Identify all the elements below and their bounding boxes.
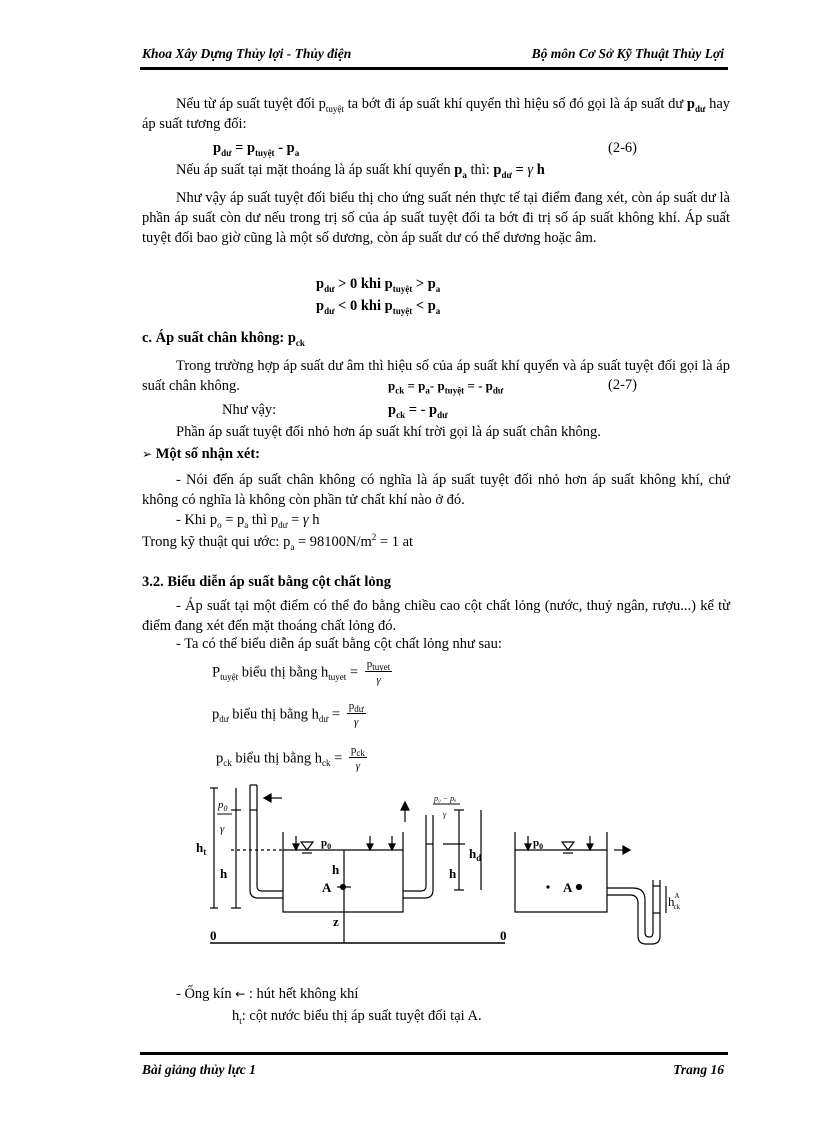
equation-number-2-7: (2-7) <box>608 377 637 393</box>
paragraph-free-surface: Nếu áp suất tại mặt thoáng là áp suất khí quyển $p_a$ thì: $p_{dư} = \gamma$ h <box>176 162 545 180</box>
label-a-right: A <box>563 880 573 895</box>
paragraph-liquid-column: - Áp suất tại một điểm có thể đo bằng chiều cao cột chất lỏng (nước, thuỷ ngân, rượu...) kể từ điểm đang xét đến mặt thoáng chất lỏng đó. <box>142 598 730 634</box>
fraction-vacuum: $\frac{p_{ck}}{\gamma}$ <box>350 744 365 772</box>
left-tank-outline <box>283 832 403 912</box>
label-hd: $h_d$ <box>469 846 482 863</box>
equation-vacuum-negative-gauge: $p_{ck}$ = - $p_{dư}$ <box>388 402 448 420</box>
note-ht: $h_t$: cột nước biểu thị áp suất tuyệt đối tại A. <box>232 1008 482 1026</box>
equation-2-6: $p_{dư} = p_{tuyệt} - p_a$ <box>213 140 300 158</box>
label-h-right: h <box>449 866 457 881</box>
note-closed-tube: - Ống kín ← : hút hết không khí <box>176 986 359 1002</box>
header-rule <box>140 67 728 70</box>
label-h-left: h <box>220 866 228 881</box>
label-hck: $h^A$ ck <box>668 892 681 911</box>
paragraph-thus: Như vậy: <box>222 402 277 418</box>
open-tube <box>403 815 433 898</box>
footer-page-number: Trang 16 <box>673 1062 724 1077</box>
label-p0-left-tank: $p_0$ <box>321 837 332 851</box>
inequality-positive: $p_{dư} > 0$ khi $p_{tuyệt} > p_a$ <box>316 276 441 294</box>
label-p0-over-gamma-num: $p_0$ <box>218 799 228 813</box>
vacuum-manometer <box>607 880 660 944</box>
free-surface-icon <box>562 842 574 850</box>
label-z: z <box>333 914 339 929</box>
label-p0-over-gamma-den: γ <box>220 823 225 835</box>
free-surface-icon <box>301 842 313 850</box>
paragraph-relative-pressure: Nếu từ áp suất tuyệt đối $p_{tuyệt}$ ta bớt đi áp suất khí quyển thì hiệu số đó gọi là áp suất dư $p_{dư}$ hay áp suất tương đối: <box>142 96 731 132</box>
footer-left: Bài giảng thủy lực 1 <box>142 1062 256 1077</box>
representation-gauge: $p_{dư}$ biểu thị bằng $h_{dư}$ = $\frac{p_{dư}}{\gamma}$ <box>212 700 364 728</box>
paragraph-represent-intro: - Ta có thể biểu diễn áp suất bằng cột chất lỏng như sau: <box>176 636 502 652</box>
point-a-marker <box>341 885 346 890</box>
equation-2-7: $p_{ck} = p_a-$ $p_{tuyệt}$ = - $p_{dư}$ <box>388 378 504 396</box>
label-h-center: h <box>332 862 340 877</box>
label-p0-minus-pa: p₀ − pₐ <box>434 794 457 803</box>
pressure-diagram <box>0 780 816 980</box>
representation-absolute: $P_{tuyệt}$ biểu thị bằng $h_{tuyet}$ = $\frac{p_{tuyet}}{\gamma}$ <box>212 658 391 686</box>
paragraph-absolute-vs-gauge: Như vậy áp suất tuyệt đối biểu thị cho ứng suất nén thực tế tại điểm đang xét, còn áp suất dư là phần áp suất còn dư nếu trong trị số của áp suất tuyệt đối ta bớt đi trị số áp suất không khí. Áp suất tuyệt đối bao giờ cũng là một số dương, còn áp suất dư có thể dương hoặc âm. <box>142 190 730 246</box>
arrow-bullet-icon: ➢ <box>142 447 153 461</box>
label-zero-right: 0 <box>500 928 507 943</box>
left-arrow-icon: ← <box>235 987 246 1001</box>
header-left: Khoa Xây Dựng Thủy lợi - Thủy điện <box>142 46 352 61</box>
equation-number-2-6: (2-6) <box>608 140 637 156</box>
representation-vacuum: $p_{ck}$ biểu thị bằng $h_{ck}$ = $\frac{p_{ck}}{\gamma}$ <box>216 744 365 772</box>
footer-rule <box>140 1052 728 1055</box>
fraction-gauge: $\frac{p_{dư}}{\gamma}$ <box>348 700 364 728</box>
remark-2: - Khi $p_o = p_a$ thì $p_{dư} = \gamma$ h <box>176 512 320 530</box>
label-zero-left: 0 <box>210 928 217 943</box>
remarks-heading: ➢ Một số nhận xét: <box>142 446 261 462</box>
fraction-absolute: $\frac{p_{tuyet}}{\gamma}$ <box>366 658 391 686</box>
header-right: Bộ môn Cơ Sở Kỹ Thuật Thủy Lợi <box>531 46 724 61</box>
label-a-left: A <box>322 880 332 895</box>
point-a-marker <box>577 885 582 890</box>
paragraph-vacuum-definition: Trong trường hợp áp suất dư âm thì hiệu số của áp suất khí quyển và áp suất tuyệt đối gọi là áp suất chân không. <box>142 358 730 394</box>
remark-3: Trong kỹ thuật qui ước: $p_a = 98100N/m^2 = 1$ at <box>142 532 414 552</box>
label-p0-right-tank: $p_0$ <box>533 837 544 851</box>
label-ht: $h_t$ <box>196 840 207 857</box>
remark-1: - Nói đến áp suất chân không có nghĩa là áp suất tuyệt đối nhỏ hơn áp suất không khí, chứ không có nghĩa là không còn phần tử chất khí nào ở đó. <box>142 472 730 508</box>
inequality-negative: $p_{dư} < 0$ khi $p_{tuyệt} < p_a$ <box>316 298 441 316</box>
paragraph-vacuum-part: Phần áp suất tuyệt đối nhỏ hơn áp suất khí trời gọi là áp suất chân không. <box>176 424 601 440</box>
label-gamma-right: γ <box>443 810 447 819</box>
section-3-2-heading: 3.2. Biểu diễn áp suất bằng cột chất lỏng <box>142 574 391 590</box>
closed-tube <box>250 785 283 898</box>
section-vacuum-pressure-heading: c. Áp suất chân không: $p_{ck}$ <box>142 330 305 348</box>
